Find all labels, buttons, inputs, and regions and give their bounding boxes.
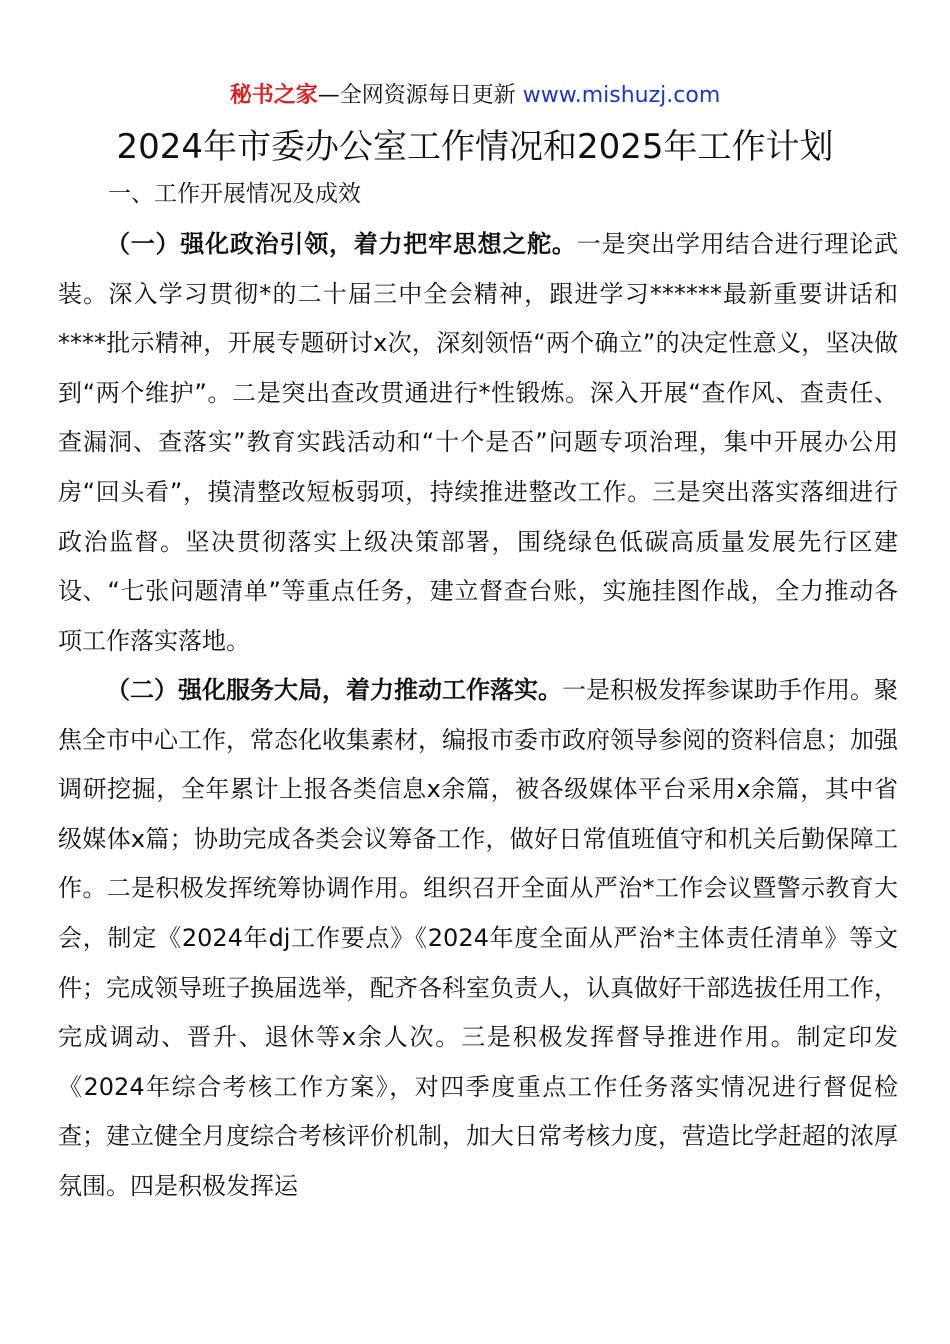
banner-url-link[interactable]: www.mishuzj.com — [522, 83, 721, 108]
paragraph-1-body: 一是突出学用结合进行理论武装。深入学习贯彻*的二十届三中全会精神，跟进学习******最新重要讲话和****批示精神，开展专题研讨x次，深刻领悟“两个确立”的决定性意义，坚决做到“两个维护”。二是突出查改贯通进行*性锻炼。深入开展“查作风、查责任、查漏洞、查落实”教育实践活动和“十个是否”问题专项治理，集中开展办公用房“回头看”，摸清整改短板弱项，持续推进整改工作。三是突出落实落细进行政治监督。坚决贯彻落实上级决策部署，围绕绿色低碳高质量发展先行区建设、“七张问题清单”等重点任务，建立督查台账，实施挂图作战，全力推动各项工作落实落地。 — [58, 230, 899, 655]
paragraph-1-lead: （一）强化政治引领，着力把牢思想之舵。 — [106, 230, 577, 258]
section-heading: 一、工作开展情况及成效 — [108, 181, 361, 207]
paragraph-2-lead: （二）强化服务大局，着力推动工作落实。 — [106, 676, 562, 704]
banner-tagline: —全网资源每日更新 — [317, 83, 516, 108]
site-banner — [0, 80, 950, 112]
document-title: 2024年市委办公室工作情况和2025年工作计划 — [116, 127, 834, 167]
paragraph-2-body: 一是积极发挥参谋助手作用。聚焦全市中心工作，常态化收集素材，编报市委市政府领导参阅的资料信息；加强调研挖掘，全年累计上报各类信息x余篇，被各级媒体平台采用x余篇，其中省级媒体x篇；协助完成各类会议筹备工作，做好日常值班值守和机关后勤保障工作。二是积极发挥统筹协调作用。组织召开全面从严治*工作会议暨警示教育大会，制定《2024年dj工作要点》《2024年度全面从严治*主体责任清单》等文件；完成领导班子换届选举，配齐各科室负责人，认真做好干部选拔任用工作，完成调动、晋升、退休等x余人次。三是积极发挥督导推进作用。制定印发《2024年综合考核工作方案》，对四季度重点工作任务落实情况进行督促检查；建立健全月度综合考核评价机制，加大日常考核力度，营造比学赶超的浓厚氛围。四是积极发挥运 — [58, 676, 898, 1200]
paragraph-1 — [58, 220, 898, 666]
banner-brand: 秘书之家 — [229, 83, 318, 108]
paragraph-2 — [58, 666, 898, 1212]
